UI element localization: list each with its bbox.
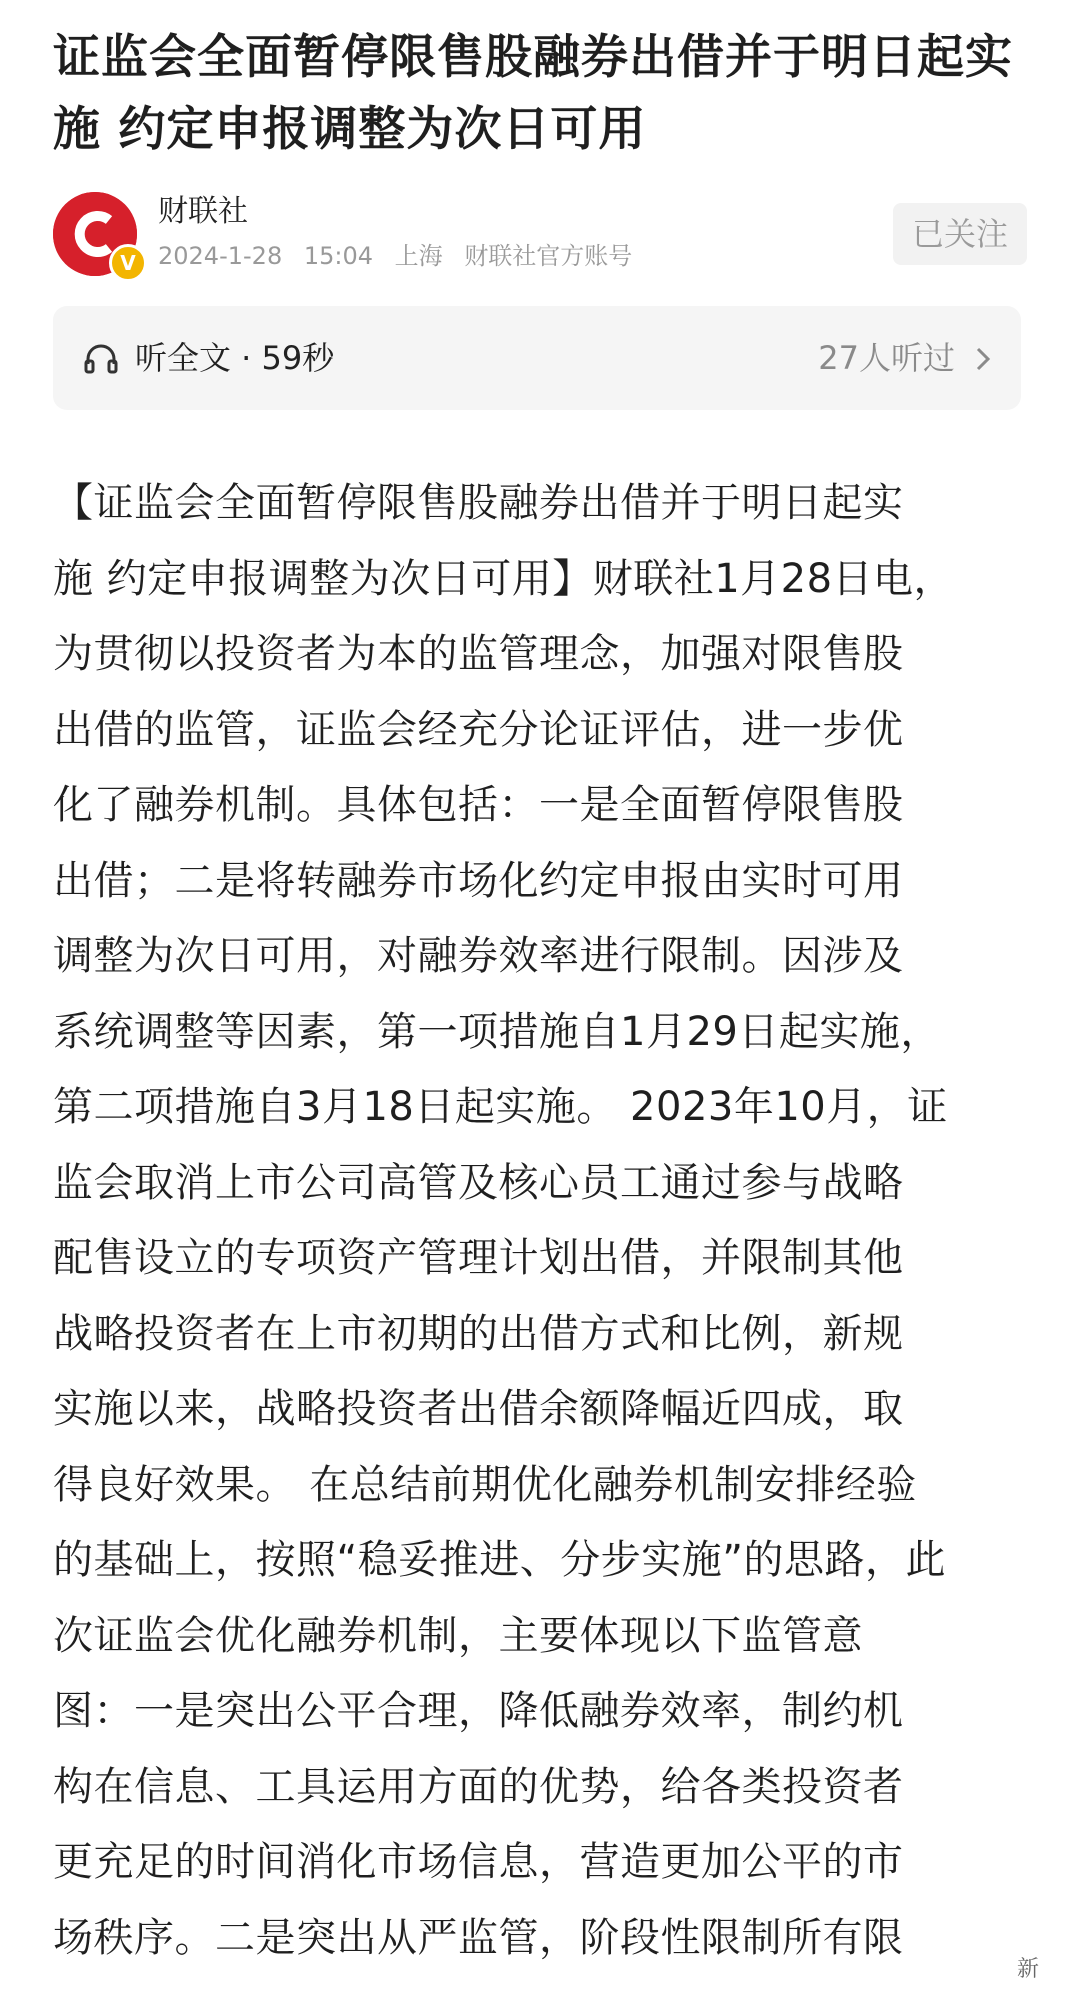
article-title: 证监会全面暂停限售股融券出借并于明日起实施 约定申报调整为次日可用 (53, 30, 1013, 157)
article-line: 化了融券机制。具体包括：一是全面暂停限售股 (53, 782, 904, 828)
article-line: 战略投资者在上市初期的出借方式和比例，新规 (53, 1310, 904, 1357)
article-line: 出借；二是将转融券市场化约定申报由实时可用 (53, 857, 904, 904)
article-line: 更充足的时间消化市场信息，营造更加公平的市 (53, 1839, 904, 1885)
article-line: 第二项措施自3月18日起实施。 2023年10月，证 (53, 1084, 948, 1130)
author-name[interactable]: 财联社 (158, 194, 248, 229)
article-line: 实施以来，战略投资者出借余额降幅近四成，取 (53, 1386, 904, 1432)
follow-button[interactable]: 已关注 (893, 203, 1027, 265)
article-line: 出借的监管，证监会经充分论证评估，进一步优 (53, 706, 904, 753)
account-type: 财联社官方账号 (464, 242, 633, 270)
article-line: 得良好效果。 在总结前期优化融券机制安排经验 (53, 1461, 917, 1508)
listen-count: 27人听过 (818, 339, 955, 377)
verified-badge: V (109, 244, 147, 282)
article-line: 配售设立的专项资产管理计划出借，并限制其他 (53, 1235, 904, 1281)
publish-time: 15:04 (303, 242, 374, 270)
listen-full-text-bar[interactable] (53, 306, 1021, 410)
article-line: 次证监会优化融券机制，主要体现以下监管意 (53, 1612, 863, 1659)
article-line: 场秩序。二是突出从严监管，阶段性限制所有限 (53, 1914, 904, 1961)
chevron-right-icon (975, 346, 991, 372)
publish-date: 2024-1-28 (158, 242, 283, 270)
article-line: 构在信息、工具运用方面的优势，给各类投资者 (53, 1763, 904, 1810)
article-line: 系统调整等因素，第一项措施自1月29日起实施， (53, 1008, 941, 1055)
article-line: 调整为次日可用，对融券效率进行限制。因涉及 (53, 933, 904, 979)
author-avatar[interactable] (53, 192, 137, 276)
author-meta (158, 240, 646, 272)
headphone-icon (84, 342, 118, 374)
floating-new-button[interactable]: 新 (1016, 1957, 1039, 1982)
article-line: 为贯彻以投资者为本的监管理念，加强对限售股 (53, 631, 904, 677)
article-line: 图：一是突出公平合理，降低融券效率，制约机 (53, 1688, 904, 1734)
author-row (53, 192, 1027, 280)
article-line: 【证监会全面暂停限售股融券出借并于明日起实 (53, 480, 904, 526)
article-line: 施 约定申报调整为次日可用】财联社1月28日电， (53, 555, 955, 602)
listen-label: 听全文 · 59秒 (135, 339, 335, 377)
article-body (53, 466, 1023, 1976)
article-line: 的基础上，按照“稳妥推进、分步实施”的思路，此 (53, 1537, 946, 1583)
article-line: 监会取消上市公司高管及核心员工通过参与战略 (53, 1159, 904, 1206)
publish-location: 上海 (394, 242, 443, 270)
